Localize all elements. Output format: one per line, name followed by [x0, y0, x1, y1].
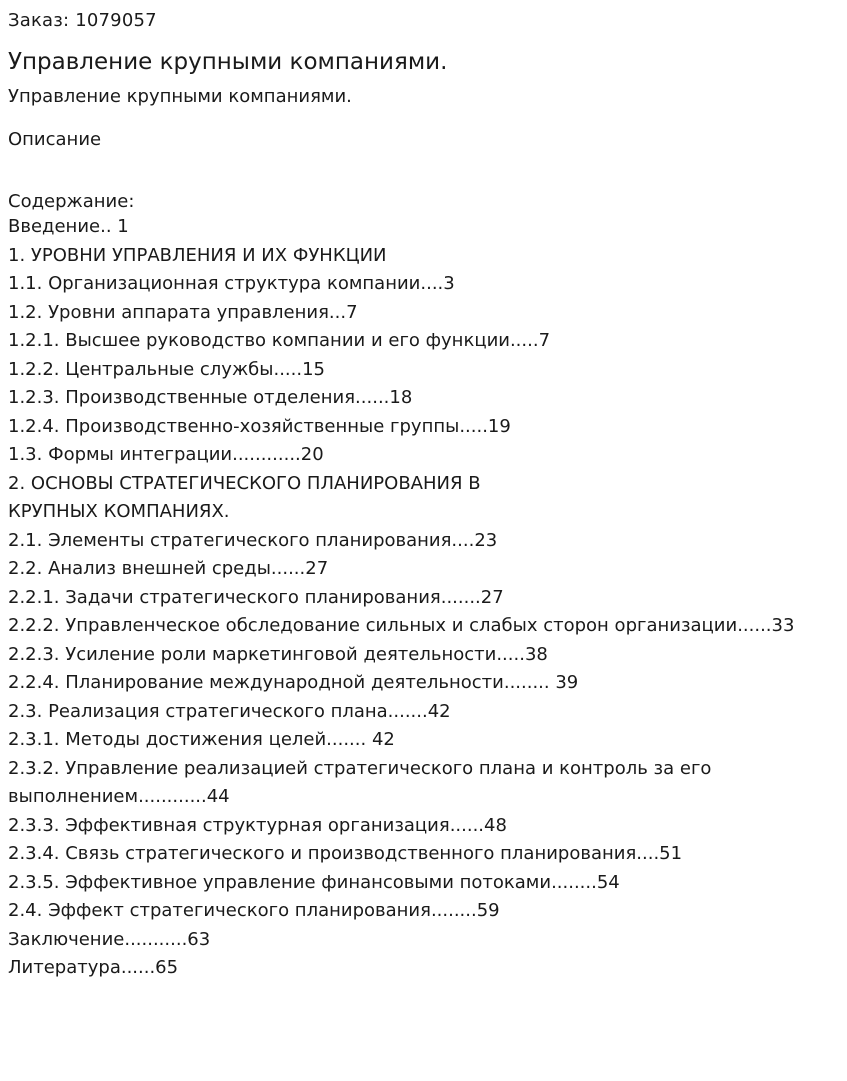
toc-entry: Литература......65: [8, 957, 179, 978]
toc-entry: 2.2.1. Задачи стратегического планирования.......27: [8, 586, 504, 608]
toc-entry: 2.1. Элементы стратегического планирования....23: [8, 529, 498, 551]
toc-entry: 1.2.2. Центральные службы.....15: [8, 358, 325, 380]
toc-entry: 1.2.3. Производственные отделения......18: [8, 387, 413, 408]
toc-entry: Введение.. 1: [8, 216, 129, 237]
toc-entry: 2.2.3. Усиление роли маркетинговой деятельности.....38: [8, 643, 548, 665]
toc-entry: 1.1. Организационная структура компании....3: [8, 273, 455, 294]
toc-entry: 2.3. Реализация стратегического плана.......42: [8, 700, 451, 722]
table-of-contents: [8, 213, 839, 983]
toc-entry: 1.3. Формы интеграции............20: [8, 444, 324, 465]
toc-entry: 2.2.2. Управленческое обследование сильных и слабых сторон организации......33: [8, 615, 795, 636]
toc-heading: Содержание:: [8, 191, 135, 212]
toc-entry: 2. ОСНОВЫ СТРАТЕГИЧЕСКОГО ПЛАНИРОВАНИЯ В: [8, 472, 481, 494]
page-title: Управление крупными компаниями.: [8, 49, 448, 75]
toc-entry: 1.2.1. Высшее руководство компании и его функции.....7: [8, 330, 551, 351]
toc-entry: КРУПНЫХ КОМПАНИЯХ.: [8, 501, 230, 522]
toc-entry: 1.2. Уровни аппарата управления...7: [8, 301, 358, 323]
toc-entry: выполнением............44: [8, 786, 230, 807]
description-label: Описание: [8, 129, 102, 150]
toc-entry: 2.3.1. Методы достижения целей....... 42: [8, 729, 395, 750]
toc-entry: 2.3.5. Эффективное управление финансовыми потоками........54: [8, 871, 620, 893]
toc-entry: 1. УРОВНИ УПРАВЛЕНИЯ И ИХ ФУНКЦИИ: [8, 244, 387, 266]
page-subtitle: Управление крупными компаниями.: [8, 86, 352, 107]
toc-entry: 1.2.4. Производственно-хозяйственные группы.....19: [8, 415, 511, 437]
order-number: Заказ: 1079057: [8, 10, 157, 31]
toc-entry: Заключение...........63: [8, 928, 211, 950]
toc-entry: 2.3.3. Эффективная структурная организация......48: [8, 814, 507, 836]
toc-entry: 2.3.4. Связь стратегического и производственного планирования....51: [8, 843, 683, 864]
toc-entry: 2.4. Эффект стратегического планирования........59: [8, 900, 500, 921]
toc-entry: 2.2. Анализ внешней среды......27: [8, 558, 329, 579]
toc-entry: 2.3.2. Управление реализацией стратегического плана и контроль за его: [8, 757, 712, 779]
toc-entry: 2.2.4. Планирование международной деятельности........ 39: [8, 672, 579, 693]
